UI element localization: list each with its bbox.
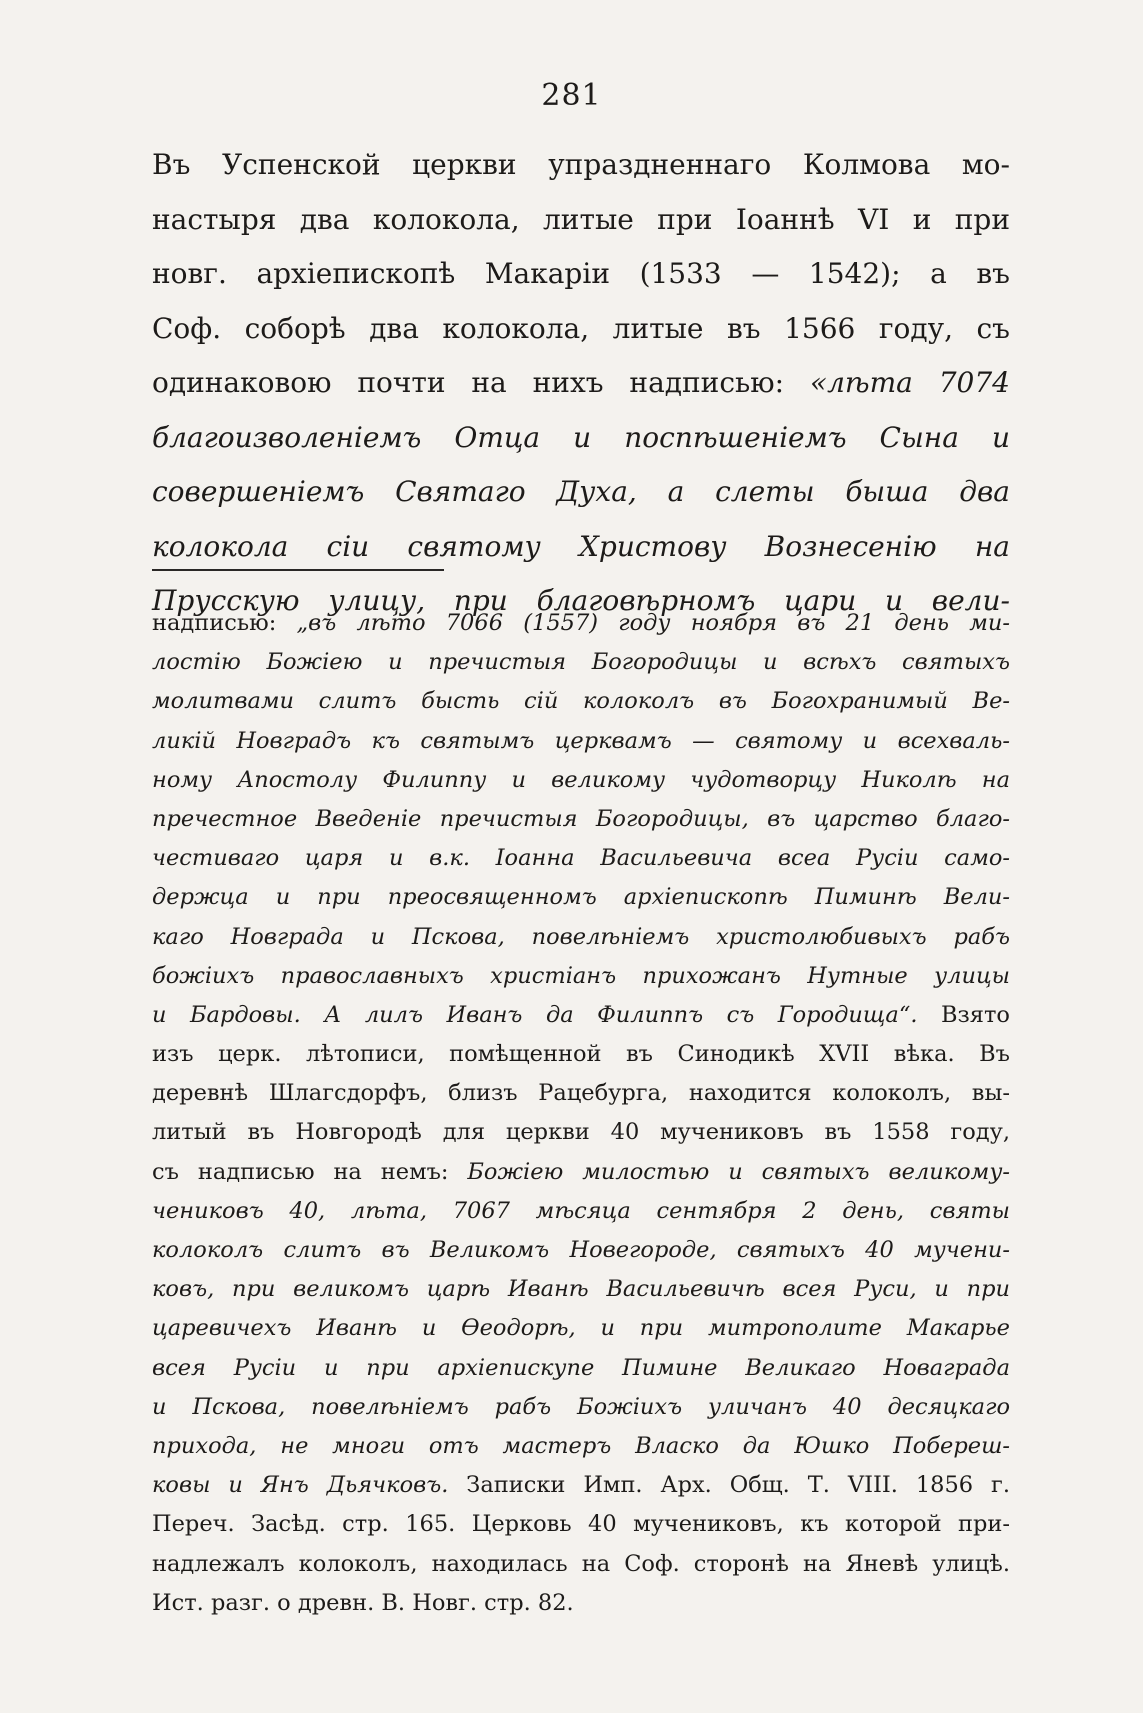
text-run-italic: каго Новграда и Пскова, повелѣніемъ христолюбивыхъ рабъ [152, 923, 1010, 950]
footnote-line [152, 1584, 1010, 1623]
text-run-italic: молитвами слитъ бысть сій колоколъ въ Богохранимый Ве- [152, 688, 1010, 715]
text-run-italic: ному Апостолу Филиппу и великому чудотворцу Николѣ на [152, 766, 1010, 793]
main-text-line [152, 356, 1010, 411]
text-run-italic: ковы и Янъ Дьячковъ. [152, 1472, 449, 1499]
footnote-line [152, 1113, 1010, 1152]
text-run-italic: совершеніемъ Святаго Духа, а слеты быша два [152, 475, 1010, 508]
text-run: Въ Успенской церкви упраздненнаго Колмова мо- [152, 148, 1010, 181]
text-run-italic: колокола сіи святому Христову Вознесенію на [152, 529, 1010, 563]
text-run-italic: лостію Божіею и пречистыя Богородицы и всѣхъ святыхъ [152, 649, 1010, 676]
text-run: Ист. разг. о древн. В. Новг. стр. 82. [152, 1589, 574, 1616]
footnote-line [152, 1270, 1010, 1309]
main-text-line [152, 138, 1010, 193]
footnote-line [152, 1035, 1010, 1074]
text-run-italic: всея Русіи и при архіепискупе Пимине Великаго Новаграда [152, 1354, 1010, 1381]
text-run-italic: Божіею милостью и святыхъ великому- [467, 1158, 1010, 1185]
footnote-line [152, 1231, 1010, 1270]
footnote-line [152, 1466, 1010, 1505]
main-text [152, 138, 1010, 629]
footnote-line [152, 761, 1010, 800]
text-run: одинаковою почти на нихъ надписью: [152, 366, 810, 399]
footnote-line [152, 722, 1010, 761]
main-text-line [152, 302, 1010, 357]
main-text-line [152, 411, 1010, 466]
footnote-line [152, 1545, 1010, 1584]
text-run-italic: держца и при преосвященномъ архіепископѣ Пиминѣ Вели- [152, 884, 1010, 911]
footnote-line [152, 839, 1010, 878]
footnote-line [152, 643, 1010, 682]
text-run-italic: колоколъ слитъ въ Великомъ Новегороде, святыхъ 40 мучени- [152, 1237, 1010, 1263]
footnote-line [152, 878, 1010, 917]
footnote-line [152, 1505, 1010, 1544]
footnote-line [152, 1349, 1010, 1388]
text-run-italic: „въ лѣто 7066 (1557) году ноября въ 21 день ми- [296, 610, 1010, 636]
footnote-line [152, 682, 1010, 721]
text-run: съ надписью на немъ: [152, 1158, 468, 1185]
page-number: 281 [541, 78, 602, 113]
footnote-line [152, 1427, 1010, 1466]
text-run-italic: «лѣта 7074 [809, 366, 1010, 399]
text-run: Соф. соборѣ два колокола, литые въ 1566 году, съ [152, 311, 1010, 345]
text-run: изъ церк. лѣтописи, помѣщенной въ Синодикѣ XVII вѣка. Въ [152, 1041, 1010, 1068]
footnote-line [152, 604, 1010, 643]
footnote-line [152, 1074, 1010, 1113]
footnote-line [152, 918, 1010, 957]
main-text-line [152, 520, 1010, 575]
text-run-italic: честиваго царя и в.к. Іоанна Васильевича всеа Русіи само- [152, 845, 1010, 872]
text-run-italic: чениковъ 40, лѣта, 7067 мѣсяца сентября 2 день, святы [152, 1197, 1010, 1224]
text-run: надписью: [152, 610, 297, 636]
footnote-line [152, 996, 1010, 1035]
text-run-italic: ковъ, при великомъ царѣ Иванѣ Васильевичѣ всея Руси, и при [152, 1276, 1010, 1303]
footnote-line [152, 957, 1010, 996]
text-run-italic: царевичехъ Иванѣ и Ѳеодорѣ, и при митрополите Макарье [152, 1315, 1010, 1342]
text-run-italic: и Пскова, повелѣніемъ рабъ Божіихъ уличанъ 40 десяцкаго [152, 1393, 1010, 1420]
text-run-italic: прихода, не многи отъ мастеръ Власко да Юшко Побереш- [152, 1432, 1010, 1459]
text-run-italic: Прусскую улицу, при благовѣрномъ цари и вели- [152, 584, 1010, 617]
footnote-line [152, 1153, 1010, 1192]
text-run: Записки Имп. Арх. Общ. Т. VIII. 1856 г. [448, 1472, 1010, 1499]
text-run: настыря два колокола, литые при Іоаннѣ VI и при [152, 202, 1010, 236]
main-text-line [152, 193, 1010, 248]
text-run-italic: божіихъ православныхъ христіанъ прихожанъ Нутные улицы [152, 962, 1010, 989]
footnote-line [152, 1309, 1010, 1348]
text-run: деревнѣ Шлагсдорфъ, близъ Рацебурга, находится колоколъ, вы- [152, 1080, 1010, 1107]
text-run: литый въ Новгородѣ для церкви 40 мучениковъ въ 1558 году, [152, 1119, 1010, 1146]
text-run: Переч. Засѣд. стр. 165. Церковь 40 мучениковъ, къ которой при- [152, 1511, 1010, 1538]
text-run: надлежалъ колоколъ, находилась на Соф. сторонѣ на Яневѣ улицѣ. [152, 1550, 1010, 1577]
footnote [152, 604, 1010, 1623]
footnote-separator [152, 569, 444, 571]
text-run-italic: пречестное Введеніе пречистыя Богородицы, въ царство благо- [152, 805, 1010, 832]
footnote-line [152, 1192, 1010, 1231]
main-text-line [152, 465, 1010, 520]
text-run: новг. архіепископѣ Макаріи (1533 — 1542); а въ [152, 257, 1010, 290]
text-run-italic: благоизволеніемъ Отца и поспѣшеніемъ Сына и [152, 420, 1010, 454]
text-run-italic: и Бардовы. А лилъ Иванъ да Филиппъ съ Городища“. [152, 1001, 918, 1028]
footnote-line [152, 800, 1010, 839]
footnote-line [152, 1388, 1010, 1427]
text-run: Взято [917, 1001, 1010, 1028]
text-run-italic: ликій Новградъ къ святымъ церквамъ — святому и всехваль- [152, 727, 1010, 754]
main-text-line [152, 247, 1010, 302]
